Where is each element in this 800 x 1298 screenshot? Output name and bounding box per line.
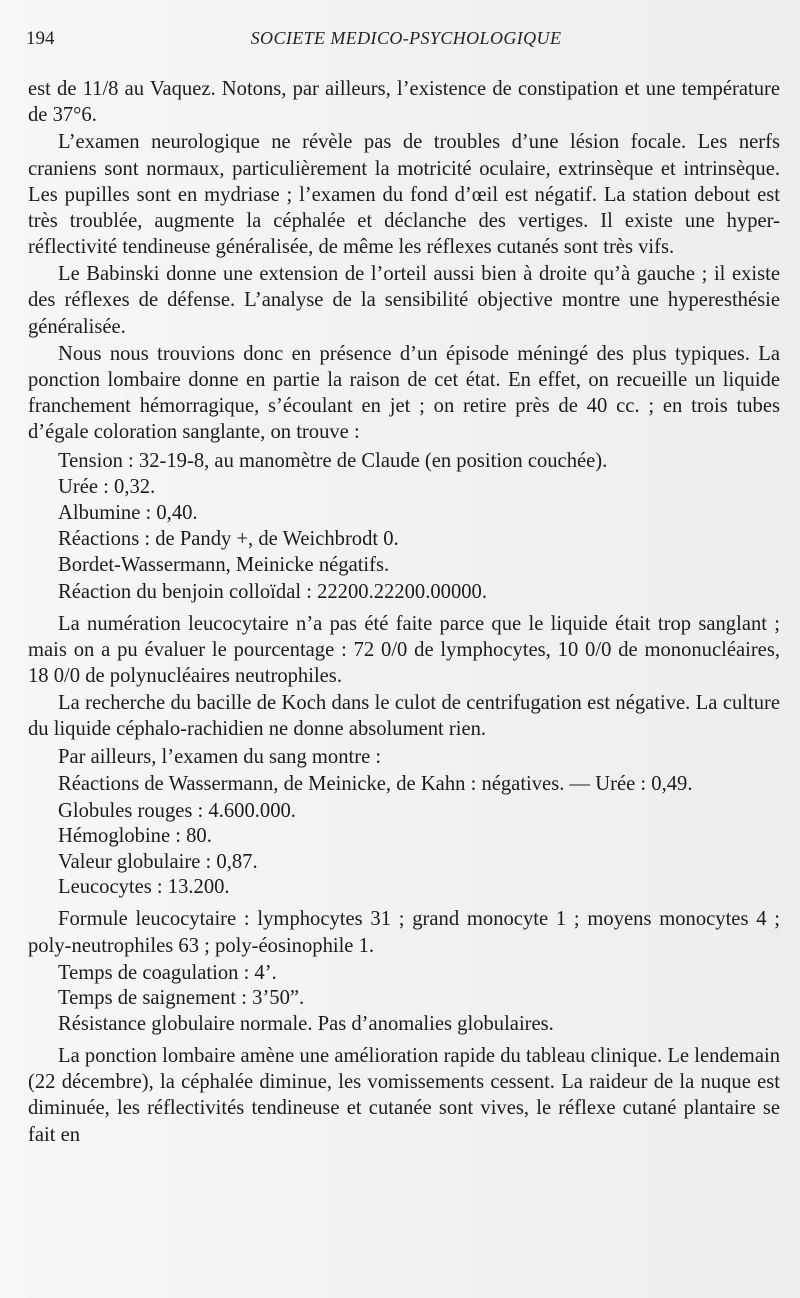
csf-results-list bbox=[28, 448, 780, 605]
list-item: Urée : 0,32. bbox=[58, 475, 156, 498]
list-item: Globules rouges : 4.600.000. bbox=[58, 799, 296, 822]
paragraph-serology: Réactions de Wassermann, de Meinicke, de Kahn : négatives. — Urée : 0,49. bbox=[58, 772, 693, 795]
page-number: 194 bbox=[26, 28, 55, 49]
running-title: SOCIETE MEDICO-PSYCHOLOGIQUE bbox=[250, 28, 562, 48]
list-item: Réactions : de Pandy +, de Weichbrodt 0. bbox=[58, 528, 399, 551]
paragraph-improvement: La ponction lombaire amène une amélioration rapide du tableau clinique. Le lendemain (22 décembre), la céphalée diminue, les vomissements cessent. La raideur de la nuque est diminuée, les réflectivités tendineuse et cutanée sont vives, le réflexe cutané plantaire se fait en bbox=[28, 1045, 780, 1146]
paragraph-babinski: Le Babinski donne une extension de l’orteil aussi bien à droite qu’à gauche ; il existe des réflexes de défense. L’analyse de la sensibilité objective montre une hyperesthésie généralisée. bbox=[28, 263, 780, 338]
paragraph-leukocyte-count: La numération leucocytaire n’a pas été faite parce que le liquide était trop sanglant ; mais on a pu évaluer le pourcentage : 72 0/0 de lymphocytes, 10 0/0 de mononucléaires, 18 0/0 de polynucléaires neutrophiles. bbox=[28, 612, 780, 688]
coagulation-results-list bbox=[28, 961, 780, 1037]
paragraph-blood-intro: Par ailleurs, l’examen du sang montre : bbox=[58, 745, 382, 768]
page-header bbox=[26, 28, 786, 54]
blood-results-list bbox=[28, 799, 780, 901]
list-item: Réaction du benjoin colloïdal : 22200.22200.00000. bbox=[58, 580, 487, 603]
list-item: Albumine : 0,40. bbox=[58, 501, 198, 524]
list-item: Leucocytes : 13.200. bbox=[58, 876, 230, 899]
body-text bbox=[28, 76, 780, 1149]
list-item: Temps de saignement : 3’50”. bbox=[58, 987, 305, 1010]
list-item: Résistance globulaire normale. Pas d’anomalies globulaires. bbox=[58, 1012, 554, 1035]
paragraph-leukocyte-formula: Formule leucocytaire : lymphocytes 31 ; grand monocyte 1 ; moyens monocytes 4 ; poly-neutrophiles 63 ; poly-éosinophile 1. bbox=[28, 908, 780, 957]
list-item: Temps de coagulation : 4’. bbox=[58, 961, 277, 984]
list-item: Hémoglobine : 80. bbox=[58, 825, 212, 848]
paragraph-lumbar-puncture: Nous nous trouvions donc en présence d’un épisode méningé des plus typiques. La ponction lombaire donne en partie la raison de cet état. En effet, on recueille un liquide franchement hémorragique, s’écoulant en jet ; on retire près de 40 cc. ; en trois tubes d’égale coloration sanglante, on trouve : bbox=[28, 342, 780, 444]
paragraph-koch: La recherche du bacille de Koch dans le culot de centrifugation est négative. La culture du liquide céphalo-rachidien ne donne absolument rien. bbox=[28, 692, 780, 741]
list-item: Bordet-Wassermann, Meinicke négatifs. bbox=[58, 554, 390, 577]
list-item: Tension : 32-19-8, au manomètre de Claude (en position couchée). bbox=[58, 449, 608, 472]
paragraph-continuation: est de 11/8 au Vaquez. Notons, par ailleurs, l’existence de constipation et une température de 37°6. bbox=[28, 78, 780, 127]
list-item: Valeur globulaire : 0,87. bbox=[58, 850, 258, 873]
paragraph-neuro-exam: L’examen neurologique ne révèle pas de troubles d’une lésion focale. Les nerfs craniens sont normaux, particulièrement la motricité oculaire, extrinsèque et intrinsèque. Les pupilles sont en mydriase ; l’examen du fond d’œil est négatif. La station debout est très troublée, augmente la céphalée et déclanche des vertiges. Il existe une hyper-réflectivité tendineuse généralisée, de même les réflexes cutanés sont très vifs. bbox=[28, 131, 780, 259]
